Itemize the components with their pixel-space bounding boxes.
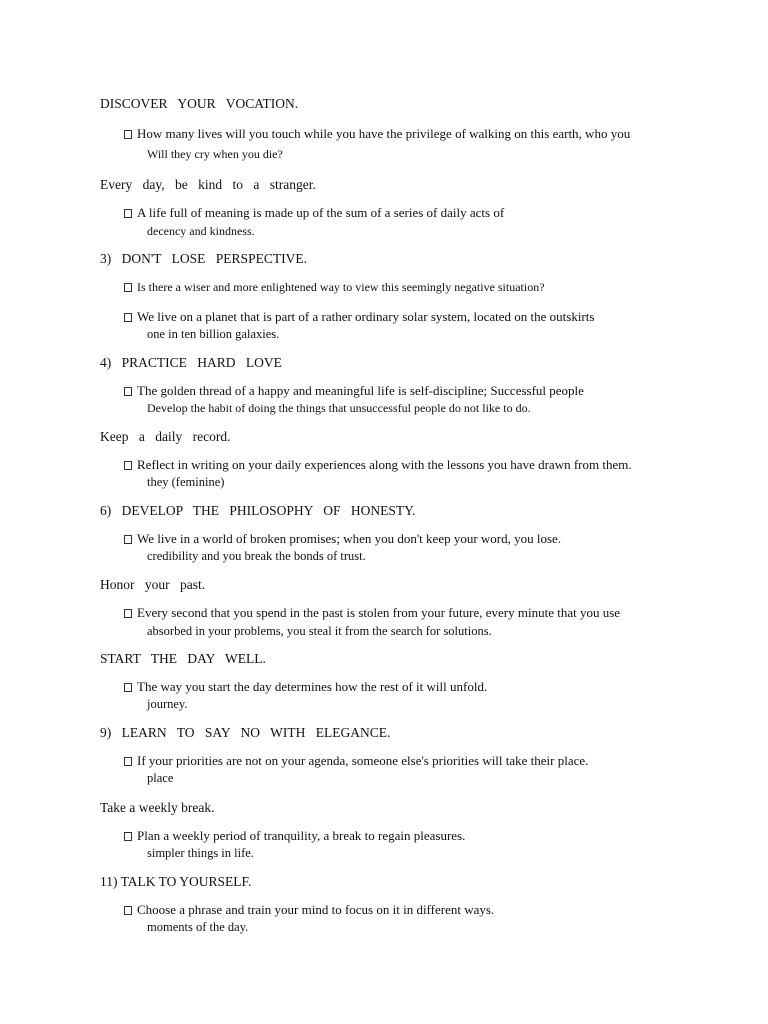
section-heading: DISCOVER YOUR VOCATION. (100, 96, 299, 111)
bullet-item (124, 680, 487, 693)
bullet-text: How many lives will you touch while you have the privilege of walking on this earth, who you (137, 126, 631, 141)
checkbox-bullet-icon (124, 683, 132, 692)
section-heading: START THE DAY WELL. (100, 651, 266, 666)
bullet-text: A life full of meaning is made up of the sum of a series of daily acts of (137, 205, 505, 220)
bullet-item (124, 206, 504, 219)
bullet-text: Is there a wiser and more enlightened way to view this seemingly negative situation? (137, 280, 545, 294)
section-heading: Keep a daily record. (100, 429, 231, 444)
checkbox-bullet-icon (124, 130, 132, 139)
bullet-continuation: Develop the habit of doing the things that unsuccessful people do not like to do. (147, 401, 531, 415)
checkbox-bullet-icon (124, 283, 132, 292)
bullet-text: The golden thread of a happy and meaningful life is self-discipline; Successful people (137, 383, 584, 398)
bullet-item (124, 281, 545, 293)
bullet-continuation: journey. (147, 697, 188, 711)
bullet-text: Reflect in writing on your daily experiences along with the lessons you have drawn from them. (137, 457, 632, 472)
checkbox-bullet-icon (124, 757, 132, 766)
bullet-item (124, 384, 584, 397)
bullet-continuation: Will they cry when you die? (147, 147, 283, 161)
bullet-text: We live in a world of broken promises; when you don't keep your word, you lose. (137, 531, 562, 546)
bullet-item (124, 532, 561, 545)
checkbox-bullet-icon (124, 461, 132, 470)
section-heading: 6) DEVELOP THE PHILOSOPHY OF HONESTY. (100, 503, 416, 518)
section-heading: 3) DON'T LOSE PERSPECTIVE. (100, 251, 307, 266)
checkbox-bullet-icon (124, 209, 132, 218)
bullet-text: Choose a phrase and train your mind to focus on it in different ways. (137, 902, 495, 917)
bullet-continuation: they (feminine) (147, 475, 225, 489)
bullet-continuation: decency and kindness. (147, 224, 255, 238)
bullet-text: Plan a weekly period of tranquility, a break to regain pleasures. (137, 828, 466, 843)
section-heading: 4) PRACTICE HARD LOVE (100, 355, 282, 370)
bullet-text: If your priorities are not on your agenda, someone else's priorities will take their place. (137, 753, 589, 768)
bullet-text: The way you start the day determines how the rest of it will unfold. (137, 679, 488, 694)
section-heading: Honor your past. (100, 577, 206, 592)
bullet-continuation: one in ten billion galaxies. (147, 327, 280, 341)
bullet-continuation: simpler things in life. (147, 846, 254, 860)
bullet-item (124, 606, 620, 619)
checkbox-bullet-icon (124, 535, 132, 544)
checkbox-bullet-icon (124, 609, 132, 618)
section-heading: 11) TALK TO YOURSELF. (100, 874, 252, 889)
checkbox-bullet-icon (124, 906, 132, 915)
section-heading: 9) LEARN TO SAY NO WITH ELEGANCE. (100, 725, 391, 740)
checkbox-bullet-icon (124, 313, 132, 322)
bullet-item (124, 903, 494, 916)
bullet-continuation: place (147, 771, 174, 785)
checkbox-bullet-icon (124, 387, 132, 396)
bullet-item (124, 829, 465, 842)
bullet-item (124, 127, 630, 140)
bullet-continuation: absorbed in your problems, you steal it from the search for solutions. (147, 624, 492, 638)
checkbox-bullet-icon (124, 832, 132, 841)
bullet-continuation: credibility and you break the bonds of trust. (147, 549, 366, 563)
bullet-item (124, 458, 632, 471)
section-heading: Every day, be kind to a stranger. (100, 177, 316, 192)
section-heading: Take a weekly break. (100, 800, 215, 815)
bullet-continuation: moments of the day. (147, 920, 249, 934)
bullet-text: We live on a planet that is part of a rather ordinary solar system, located on the outskirts (137, 309, 595, 324)
bullet-text: Every second that you spend in the past is stolen from your future, every minute that you use (137, 605, 621, 620)
bullet-item (124, 310, 594, 323)
bullet-item (124, 754, 588, 767)
